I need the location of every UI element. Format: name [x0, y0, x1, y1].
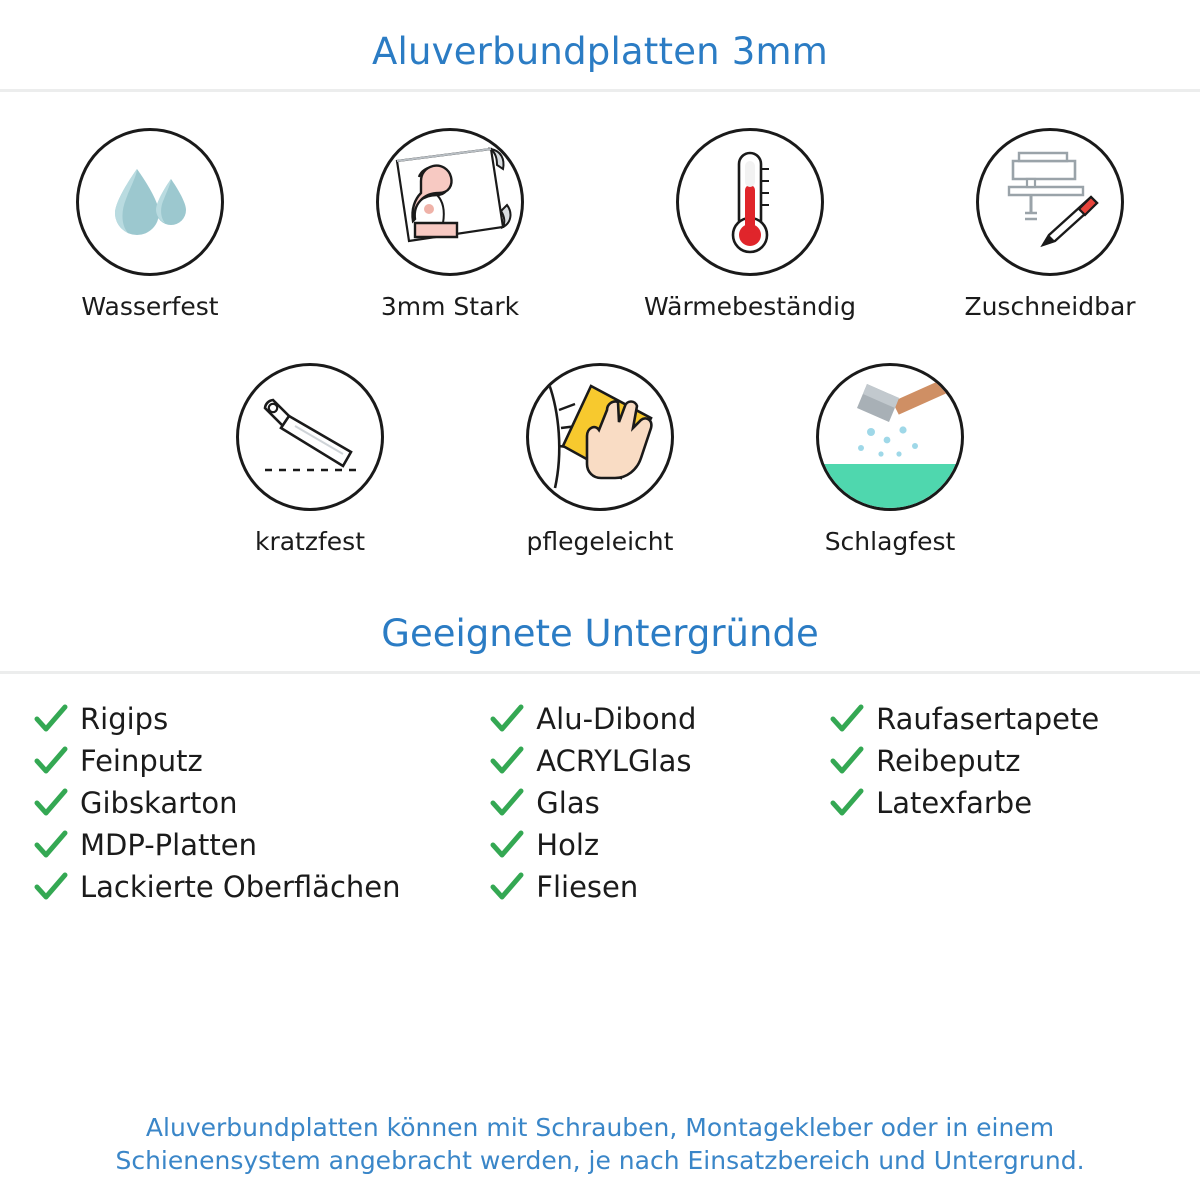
list-item [34, 782, 490, 824]
footer-note-line-2: Schienensystem angebracht werden, je nach Einsatzbereich und Untergrund. [115, 1146, 1085, 1176]
feature-schlagfest [745, 363, 1035, 556]
substrates-title: Geeignete Untergründe [381, 612, 819, 655]
check-icon [490, 744, 524, 778]
page-title: Aluverbundplatten 3mm [371, 30, 829, 73]
check-icon [490, 702, 524, 736]
flexed-arm-icon [379, 131, 521, 273]
footer-note [0, 1111, 1200, 1179]
list-item [830, 782, 1166, 824]
list-item [490, 698, 830, 740]
water-drops-icon [79, 131, 221, 273]
check-icon [34, 702, 68, 736]
feature-label: Zuschneidbar [964, 292, 1136, 321]
check-icon [490, 828, 524, 862]
feature-label: Schlagfest [824, 527, 956, 556]
feature-icon-circle [236, 363, 384, 511]
feature-3mm-stark [300, 128, 600, 321]
list-item-label: Feinputz [80, 744, 203, 778]
features-row-1 [0, 128, 1200, 321]
feature-label: Wärmebeständig [644, 292, 856, 321]
substrates-column-2 [490, 698, 830, 908]
hammer-impact-icon [819, 366, 961, 508]
check-icon [830, 786, 864, 820]
feature-icon-circle [76, 128, 224, 276]
feature-kratzfest [165, 363, 455, 556]
list-item [490, 782, 830, 824]
list-item-label: Holz [536, 828, 600, 862]
jigsaw-cutter-icon [979, 131, 1121, 273]
list-item-label: Raufasertapete [876, 702, 1100, 736]
list-item [34, 824, 490, 866]
feature-label: pflegeleicht [526, 527, 674, 556]
list-item-label: Gibskarton [80, 786, 238, 820]
feature-zuschneidbar [900, 128, 1200, 321]
substrates-list [0, 674, 1200, 908]
feature-waermebestaendig [600, 128, 900, 321]
list-item [34, 698, 490, 740]
list-item [830, 698, 1166, 740]
check-icon [34, 786, 68, 820]
feature-icon-circle [526, 363, 674, 511]
check-icon [34, 828, 68, 862]
list-item [490, 824, 830, 866]
feature-label: 3mm Stark [380, 292, 520, 321]
list-item [490, 866, 830, 908]
list-item [34, 866, 490, 908]
list-item [34, 740, 490, 782]
list-item-label: Reibeputz [876, 744, 1021, 778]
list-item-label: Glas [536, 786, 600, 820]
list-item-label: MDP-Platten [80, 828, 257, 862]
check-icon [830, 744, 864, 778]
check-icon [490, 870, 524, 904]
feature-icon-circle [676, 128, 824, 276]
list-item-label: Alu-Dibond [536, 702, 697, 736]
feature-label: kratzfest [254, 527, 365, 556]
list-item-label: Lackierte Oberflächen [80, 870, 401, 904]
hand-cleaning-cloth-icon [529, 366, 671, 508]
list-item [490, 740, 830, 782]
feature-label: Wasserfest [81, 292, 219, 321]
check-icon [830, 702, 864, 736]
feature-wasserfest [0, 128, 300, 321]
features-section [0, 92, 1200, 556]
substrates-column-3 [830, 698, 1166, 908]
thermometer-icon [679, 131, 821, 273]
check-icon [490, 786, 524, 820]
footer-note-line-1: Aluverbundplatten können mit Schrauben, Montagekleber oder in einem [145, 1112, 1055, 1142]
knife-scratch-icon [239, 366, 381, 508]
list-item [830, 740, 1166, 782]
feature-icon-circle [816, 363, 964, 511]
list-item-label: ACRYLGlas [536, 744, 692, 778]
substrates-column-1 [34, 698, 490, 908]
list-item-label: Fliesen [536, 870, 639, 904]
feature-icon-circle [376, 128, 524, 276]
list-item-label: Rigips [80, 702, 169, 736]
features-row-2 [0, 363, 1200, 556]
feature-pflegeleicht [455, 363, 745, 556]
feature-icon-circle [976, 128, 1124, 276]
check-icon [34, 744, 68, 778]
check-icon [34, 870, 68, 904]
list-item-label: Latexfarbe [876, 786, 1033, 820]
